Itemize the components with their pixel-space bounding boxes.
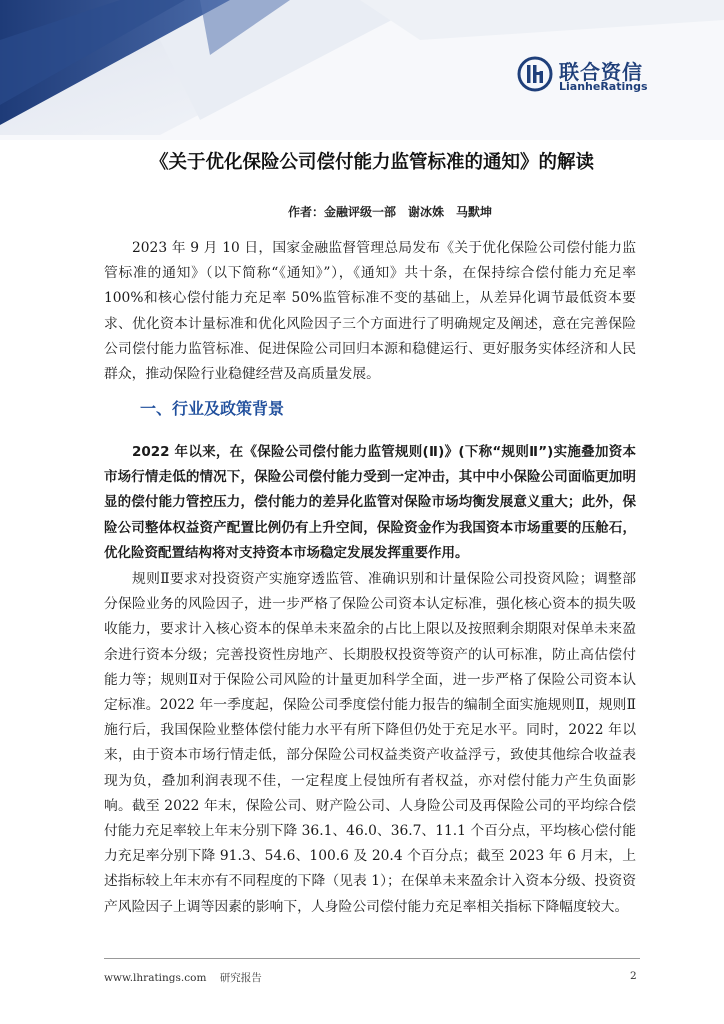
- footer-report-type: 研究报告: [219, 972, 262, 984]
- logo-mark-icon: [517, 56, 553, 92]
- intro-paragraph: 2023 年 9 月 10 日，国家金融监督管理总局发布《关于优化保险公司偿付能力监管标准的通知》（以下简称“《通知》”），《通知》共十条，在保持综合偿付能力充足率100%和核心偿付能力充足率 50%监管标准不变的基础上，从差异化调节最低资本要求、优化资本计量标准和优化风险因子三个方面进行了明确规定及阐述，意在完善保险公司偿付能力监管标准、促进保险公司回归本源和稳健运行、更好服务实体经济和人民群众，推动保险行业稳健经营及高质量发展。: [104, 240, 636, 383]
- page-number: 2: [630, 970, 637, 982]
- company-logo: [517, 56, 647, 96]
- footer-website-link[interactable]: www.lhratings.com: [104, 972, 207, 984]
- summary-paragraph: 2022 年以来，在《保险公司偿付能力监管规则(Ⅱ)》(下称“规则Ⅱ”)实施叠加资本市场行情走低的情况下，保险公司偿付能力受到一定冲击，其中中小保险公司面临更加明显的偿付能力管控压力，偿付能力的差异化监管对保险市场均衡发展意义重大；此外，保险公司整体权益资产配置比例仍有上升空间，保险资金作为我国资本市场重要的压舱石，优化险资配置结构将对支持资本市场稳定发展发挥重要作用。: [104, 444, 636, 561]
- footer-info: [104, 970, 272, 985]
- body-paragraph: 规则Ⅱ要求对投资资产实施穿透监管、准确识别和计量保险公司投资风险；调整部分保险业务的风险因子，进一步严格了保险公司资本认定标准，强化核心资本的损失吸收能力，要求计入核心资本的保单未来盈余的占比上限以及按照剩余期限对保单未来盈余进行资本分级；完善投资性房地产、长期股权投资等资产的认可标准，防止高估偿付能力等；规则Ⅱ对于保险公司风险的计量更加科学全面，进一步严格了保险公司资本认定标准。2022 年一季度起，保险公司季度偿付能力报告的编制全面实施规则Ⅱ，规则Ⅱ施行后，我国保险业整体偿付能力水平有所下降但仍处于充足水平。同时，2022 年以来，由于资本市场行情走低，部分保险公司权益类资产收益浮亏，致使其他综合收益表现为负，叠加利润表现不佳，一定程度上侵蚀所有者权益，亦对偿付能力产生负面影响。截至 2022 年末，保险公司、财产险公司、人身险公司及再保险公司的平均综合偿付能力充足率较上年末分别下降 36.1、46.0、36.7、11.1 个百分点，平均核心偿付能力充足率分别下降 91.3、54.6、100.6 及 20.4 个百分点；截至 2023 年 6 月末，上述指标较上年末亦有不同程度的下降（见表 1）；在保单未来盈余计入资本分级、投资资产风险因子上调等因素的影响下，人身险公司偿付能力充足率相关指标下降幅度较大。: [104, 571, 636, 915]
- document-title: 《关于优化保险公司偿付能力监管标准的通知》的解读: [150, 152, 595, 173]
- section-heading: 一、行业及政策背景: [140, 399, 285, 418]
- author-line: 作者：金融评级一部 谢冰姝 马默坤: [288, 205, 493, 219]
- logo-chinese-name: 联合资信: [559, 60, 643, 84]
- logo-english-name: LianheRatings: [559, 80, 648, 93]
- footer-divider: [104, 958, 640, 959]
